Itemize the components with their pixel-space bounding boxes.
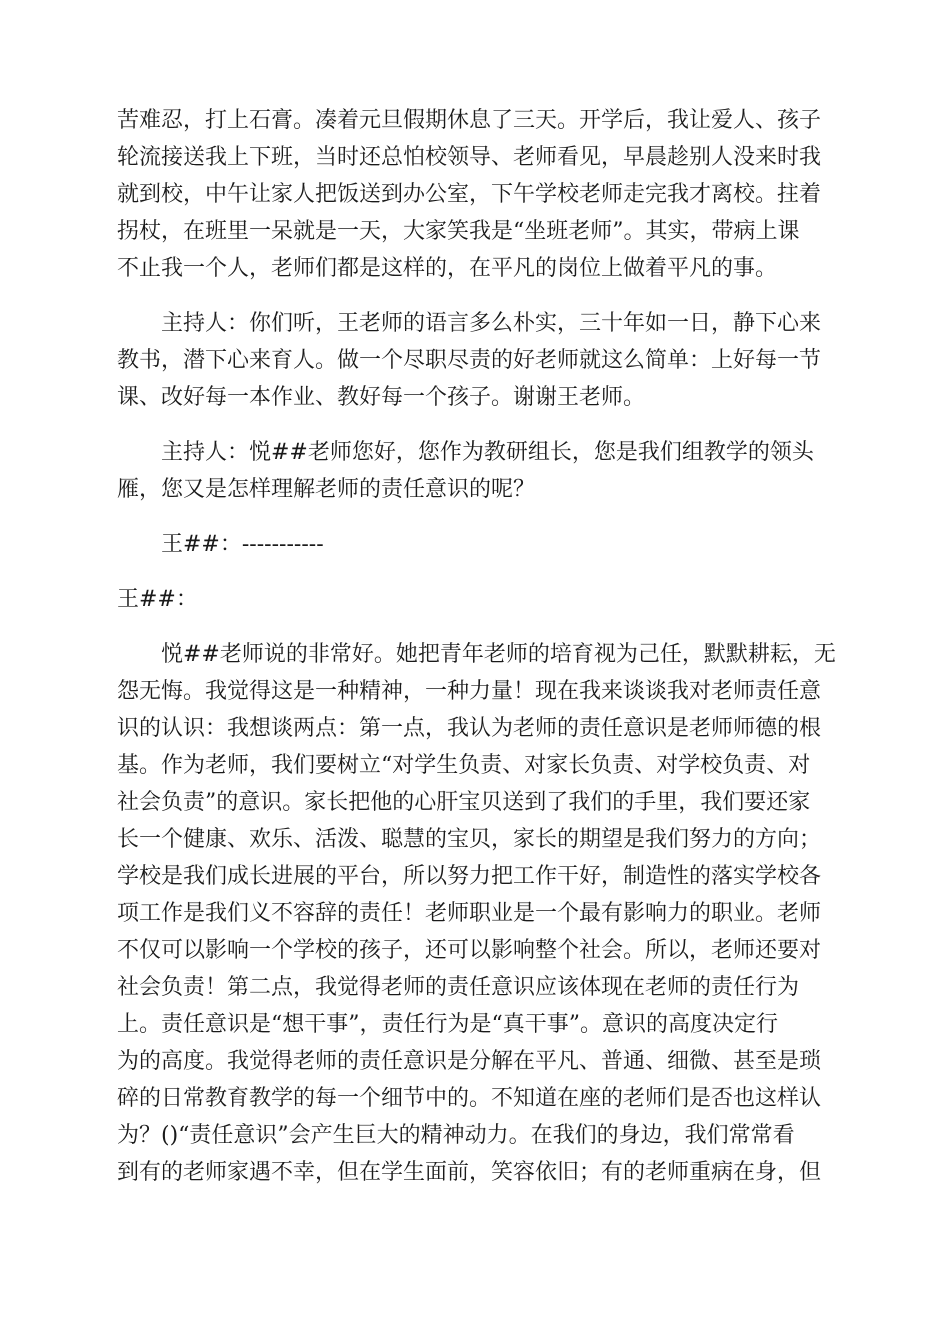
text-line: 悦##老师说的非常好。她把青年老师的培育视为己任，默默耕耘，无 [161,642,836,667]
text-line: 基。作为老师，我们要树立“对学生负责、对家长负责、对学校负责、对 [117,753,811,778]
text-line: 课、改好每一本作业、教好每一个孩子。谢谢王老师。 [117,385,646,410]
text-line: 社会负责”的意识。家长把他的心肝宝贝送到了我们的手里，我们要还家 [117,790,811,815]
speaker-label [117,581,833,618]
text-line: 主持人：你们听，王老师的语言多么朴实，三十年如一日，静下心来 [161,311,822,336]
text-line: 到有的老师家遇不幸，但在学生面前，笑容依旧；有的老师重病在身，但 [117,1160,822,1185]
paragraph-4 [117,526,833,563]
text-line: 拐杖，在班里一呆就是一天，大家笑我是“坐班老师”。其实，带病上课 [117,219,800,244]
text-line: 就到校，中午让家人把饭送到办公室，下午学校老师走完我才离校。拄着 [117,182,822,207]
text-line: 雁，您又是怎样理解老师的责任意识的呢？ [117,477,536,502]
paragraph-1 [117,102,833,287]
text-line: 碎的日常教育教学的每一个细节中的。不知道在座的老师们是否也这样认 [117,1086,822,1111]
text-line: 轮流接送我上下班，当时还总怕校领导、老师看见，早晨趁别人没来时我 [117,145,822,170]
text-line: 主持人：悦##老师您好，您作为教研组长，您是我们组教学的领头 [161,440,814,465]
document-body [117,102,836,1209]
text-line: 教书，潜下心来育人。做一个尽职尽责的好老师就这么简单：上好每一节 [117,348,822,373]
text-line: 项工作是我们义不容辞的责任！老师职业是一个最有影响力的职业。老师 [117,901,822,926]
paragraph-2 [117,305,833,416]
text-line: 上。责任意识是“想干事”，责任行为是“真干事”。意识的高度决定行 [117,1012,778,1037]
text-line: 学校是我们成长进展的平台，所以努力把工作干好，制造性的落实学校各 [117,864,822,889]
text-line: 王##： [117,587,198,612]
text-line: 为？()“责任意识”会产生巨大的精神动力。在我们的身边，我们常常看 [117,1123,795,1148]
text-line: 为的高度。我觉得老师的责任意识是分解在平凡、普通、细微、甚至是琐 [117,1049,822,1074]
text-line: 王##：----------- [161,532,324,557]
text-line: 社会负责！第二点，我觉得老师的责任意识应该体现在老师的责任行为 [117,975,800,1000]
text-line: 怨无悔。我觉得这是一种精神，一种力量！现在我来谈谈我对老师责任意 [117,679,822,704]
text-line: 长一个健康、欢乐、活泼、聪慧的宝贝，家长的期望是我们努力的方向； [117,827,822,852]
text-line: 苦难忍，打上石膏。凑着元旦假期休息了三天。开学后，我让爱人、孩子 [117,108,822,133]
text-line: 识的认识：我想谈两点：第一点，我认为老师的责任意识是老师师德的根 [117,716,822,741]
paragraph-3 [117,434,833,508]
text-line: 不仅可以影响一个学校的孩子，还可以影响整个社会。所以，老师还要对 [117,938,822,963]
text-line: 不止我一个人，老师们都是这样的，在平凡的岗位上做着平凡的事。 [117,256,778,281]
paragraph-6 [117,636,836,1191]
